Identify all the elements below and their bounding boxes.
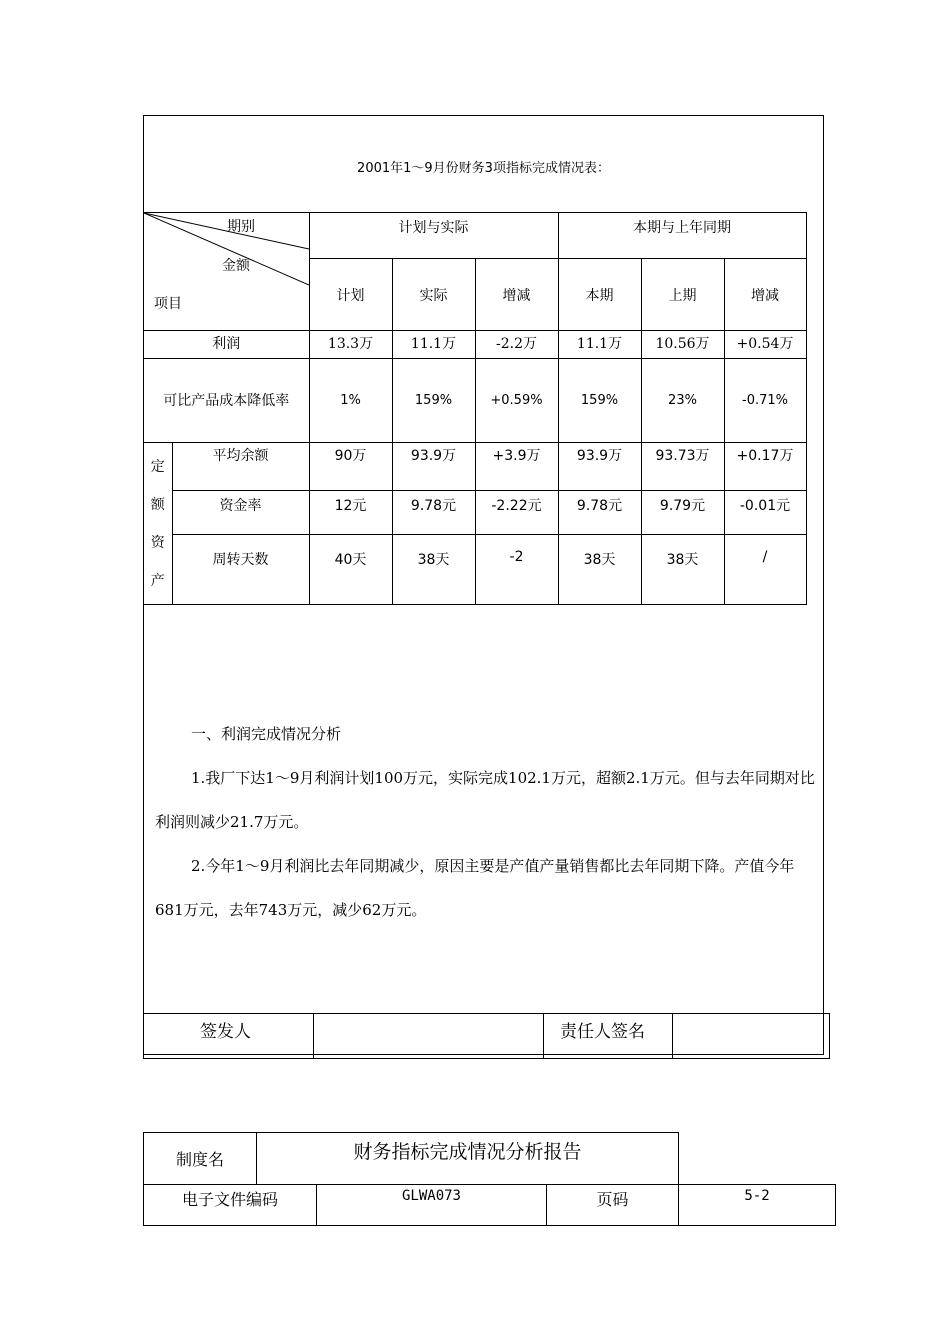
row-group-fixed-assets (144, 443, 172, 605)
row-label-turnover-days: 周转天数 (172, 535, 309, 605)
table-cell: -2.22元 (475, 491, 558, 535)
table-cell: 9.79元 (641, 491, 724, 535)
table-cell: 93.9万 (558, 443, 641, 491)
table-cell: -0.01元 (724, 491, 806, 535)
group-char: 定 (150, 458, 165, 475)
document-footer-table (143, 1132, 836, 1226)
table-cell: 40天 (309, 535, 392, 605)
group-char: 资 (150, 534, 165, 551)
system-name-value: 财务指标完成情况分析报告 (257, 1133, 679, 1185)
col-change-compare: 增减 (724, 259, 806, 331)
group-char: 额 (150, 496, 165, 513)
signature-table (143, 1013, 830, 1059)
table-cell: 159% (392, 359, 475, 443)
table-row (144, 491, 806, 535)
row-label-fund-rate: 资金率 (172, 491, 309, 535)
responsible-signature-label: 责任人签名 (544, 1014, 673, 1059)
table-cell: +0.59% (475, 359, 558, 443)
profit-analysis-section (155, 712, 815, 932)
diagonal-header-cell (144, 213, 309, 331)
table-cell: 93.73万 (641, 443, 724, 491)
col-plan: 计划 (309, 259, 392, 331)
table-cell: -0.71% (724, 359, 806, 443)
table-cell: 1% (309, 359, 392, 443)
col-change-plan: 增减 (475, 259, 558, 331)
system-name-label: 制度名 (144, 1133, 257, 1185)
table-cell: 11.1万 (392, 331, 475, 359)
analysis-heading: 一、利润完成情况分析 (191, 725, 342, 743)
file-code-label: 电子文件编码 (144, 1185, 317, 1226)
col-previous: 上期 (641, 259, 724, 331)
diag-amount-label: 金额 (222, 258, 250, 274)
table-cell: 9.78元 (392, 491, 475, 535)
table-cell: 38天 (641, 535, 724, 605)
diag-period-label: 期别 (227, 219, 255, 235)
analysis-paragraph-1: 1.我厂下达1～9月利润计划100万元，实际完成102.1万元，超额2.1万元。但与去年同期对比利润则减少21.7万元。 (155, 769, 815, 831)
table-cell: 38天 (558, 535, 641, 605)
group-plan-actual: 计划与实际 (309, 213, 558, 259)
table-cell: 90万 (309, 443, 392, 491)
file-code-value: GLWA073 (317, 1185, 547, 1226)
row-label-profit: 利润 (144, 331, 309, 359)
row-label-avg-balance: 平均余额 (172, 443, 309, 491)
table-cell: 11.1万 (558, 331, 641, 359)
finance-indicator-table (144, 212, 807, 605)
col-current: 本期 (558, 259, 641, 331)
table-cell: -2 (475, 535, 558, 605)
table-cell: +3.9万 (475, 443, 558, 491)
table-cell: 23% (641, 359, 724, 443)
table-cell: / (724, 535, 806, 605)
page-label: 页码 (547, 1185, 679, 1226)
table-row (144, 331, 806, 359)
table-row (144, 359, 806, 443)
table-cell: 159% (558, 359, 641, 443)
group-char: 产 (150, 572, 165, 589)
table-cell: 38天 (392, 535, 475, 605)
row-label-cost-reduction: 可比产品成本降低率 (144, 359, 309, 443)
page-value: 5-2 (679, 1185, 836, 1226)
table-cell: 93.9万 (392, 443, 475, 491)
table-cell: -2.2万 (475, 331, 558, 359)
table-cell: 12元 (309, 491, 392, 535)
table-cell: +0.17万 (724, 443, 806, 491)
table-cell: +0.54万 (724, 331, 806, 359)
table-caption: 2001年1～9月份财务3项指标完成情况表： (357, 161, 610, 176)
diag-item-label: 项目 (154, 296, 182, 312)
table-row (144, 535, 806, 605)
group-period-compare: 本期与上年同期 (558, 213, 806, 259)
responsible-signature-field[interactable] (673, 1014, 830, 1059)
analysis-paragraph-2: 2.今年1～9月利润比去年同期减少，原因主要是产值产量销售都比去年同期下降。产值今年681万元，去年743万元，减少62万元。 (155, 857, 795, 919)
table-cell: 13.3万 (309, 331, 392, 359)
table-row (144, 443, 806, 491)
issuer-field[interactable] (314, 1014, 544, 1059)
issuer-label: 签发人 (144, 1014, 314, 1059)
table-cell: 10.56万 (641, 331, 724, 359)
table-cell: 9.78元 (558, 491, 641, 535)
col-actual: 实际 (392, 259, 475, 331)
